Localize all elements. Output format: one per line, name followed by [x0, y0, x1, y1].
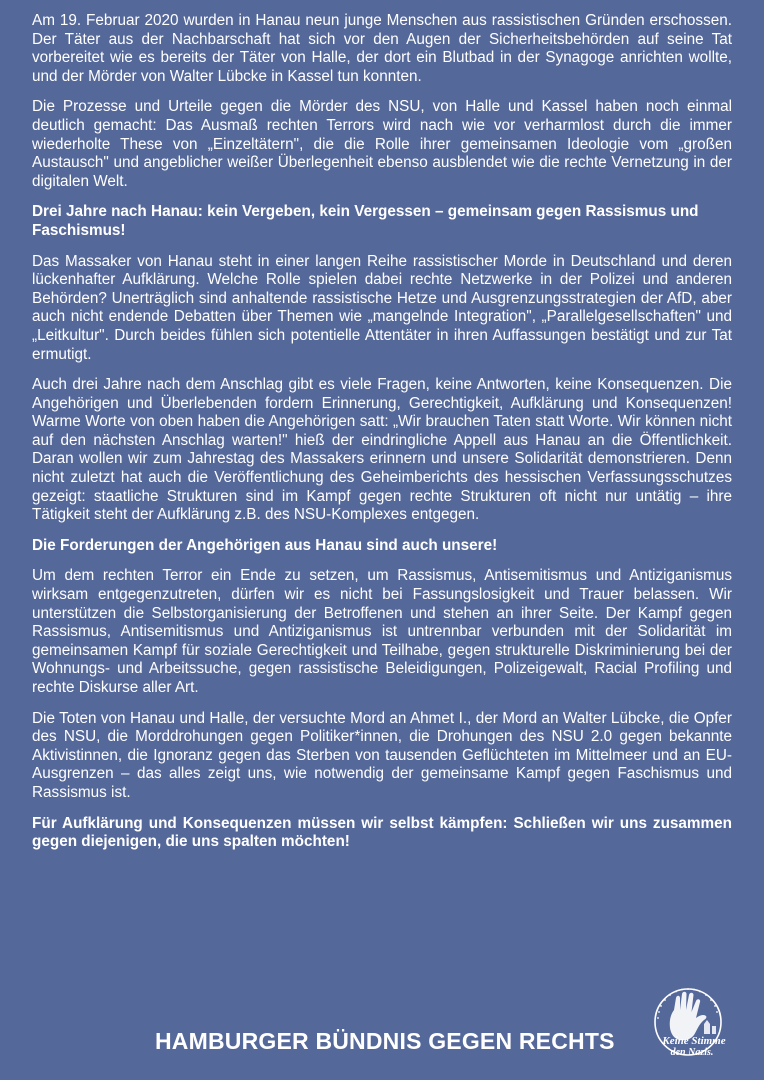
flyer-body: [32, 12, 732, 852]
footer-title: HAMBURGER BÜNDNIS GEGEN RECHTS: [155, 1028, 615, 1054]
paragraph-victims: Die Toten von Hanau und Halle, der versuchte Mord an Ahmet I., der Mord an Walter Lübcke, die Opfer des NSU, die Morddrohungen gegen Politiker*innen, die Drohungen des NSU 2.0 gegen bekannte Aktivistinnen, die Ignoranz gegen das Sterben von tausenden Geflüchteten im Mittelmeer und an EU-Ausgrenzen – das alles zeigt uns, wie notwendig der gemeinsame Kampf gegen Faschismus und Rassismus ist.: [32, 709, 732, 801]
paragraph-trials: Die Prozesse und Urteile gegen die Mörder des NSU, von Halle und Kassel haben noch einmal deutlich gemacht: Das Ausmaß rechten Terrors wird nach wie vor verharmlost durch die immer wiederholte These von „Einzeltätern", die die Rolle ihrer gemeinsamen Ideologie vom „großen Austausch" und angeblicher weißer Überlegenheit ebenso ausblendet wie die rechte Vernetzung in der digitalen Welt.: [32, 98, 732, 190]
paragraph-intro: Am 19. Februar 2020 wurden in Hanau neun junge Menschen aus rassistischen Gründen erschossen. Der Täter aus der Nachbarschaft hat sich vor den Augen der Sicherheitsbehörden auf seine Tat vorbereitet wie es bereits der Täter von Halle, der dort ein Blutbad in der Synagoge anrichten wollte, und der Mörder von Walter Lübcke in Kassel tun konnten.: [32, 12, 732, 85]
logo-text-line2: den Nazis.: [670, 1047, 714, 1058]
raised-hand-icon: [646, 984, 738, 1058]
paragraph-massacre: Das Massaker von Hanau steht in einer langen Reihe rassistischer Morde in Deutschland und deren lückenhafter Aufklärung. Welche Rolle spielen dabei rechte Netzwerke in der Polizei und anderen Behörden? Unerträglich sind anhaltende rassistische Hetze und Ausgrenzungsstrategien der AfD, aber auch nicht endende Debatten über Themen wie „mangelnde Integration", „Parallelgesellschaften" und „Leitkultur". Durch beides fühlen sich potentielle Attentäter in ihren Auffassungen bestätigt und zur Tat ermutigt.: [32, 252, 732, 363]
keine-stimme-logo: [646, 984, 738, 1058]
paragraph-questions: Auch drei Jahre nach dem Anschlag gibt es viele Fragen, keine Antworten, keine Konsequenzen. Die Angehörigen und Überlebenden fordern Erinnerung, Gerechtigkeit, Aufklärung und Konsequenzen! Warme Worte von oben haben die Angehörigen satt: „Wir brauchen Taten statt Worte. Wir können nicht auf den nächsten Anschlag warten!" hieß der eindringliche Appell aus Hanau an die Öffentlichkeit. Daran wollen wir zum Jahrestag des Massakers erinnern und unsere Solidarität demonstrieren. Denn nicht zuletzt hat auch die Veröffentlichung des Geheimberichts des hessischen Verfassungsschutzes gezeigt: staatliche Strukturen sind im Kampf gegen rechte Strukturen oft nicht nur untätig – ihre Tätigkeit steht der Aufklärung z.B. des NSU-Komplexes entgegen.: [32, 376, 732, 524]
closing-call: Für Aufklärung und Konsequenzen müssen wir selbst kämpfen: Schließen wir uns zusammen gegen diejenigen, die uns spalten möchten!: [32, 814, 732, 851]
logo-text-line1: Keine Stimme: [662, 1035, 726, 1047]
heading-three-years: Drei Jahre nach Hanau: kein Vergeben, kein Vergessen – gemeinsam gegen Rassismus und Faschismus!: [32, 203, 699, 239]
heading-demands: Die Forderungen der Angehörigen aus Hanau sind auch unsere!: [32, 536, 498, 554]
paragraph-terror: Um dem rechten Terror ein Ende zu setzen, um Rassismus, Antisemitismus und Antiziganismus wirksam entgegenzutreten, dürfen wir es nicht bei Fassungslosigkeit und Trauer belassen. Wir unterstützen die Selbstorganisierung der Betroffenen und stehen an ihrer Seite. Der Kampf gegen Rassismus, Antisemitismus und Antiziganismus ist untrennbar verbunden mit der Solidarität im gemeinsamen Kampf für soziale Gerechtigkeit und Teilhabe, gegen strukturelle Diskriminierung bei der Wohnungs- und Arbeitssuche, gegen rassistische Beleidigungen, Polizeigewalt, Racial Profiling und rechte Diskurse aller Art.: [32, 567, 732, 696]
